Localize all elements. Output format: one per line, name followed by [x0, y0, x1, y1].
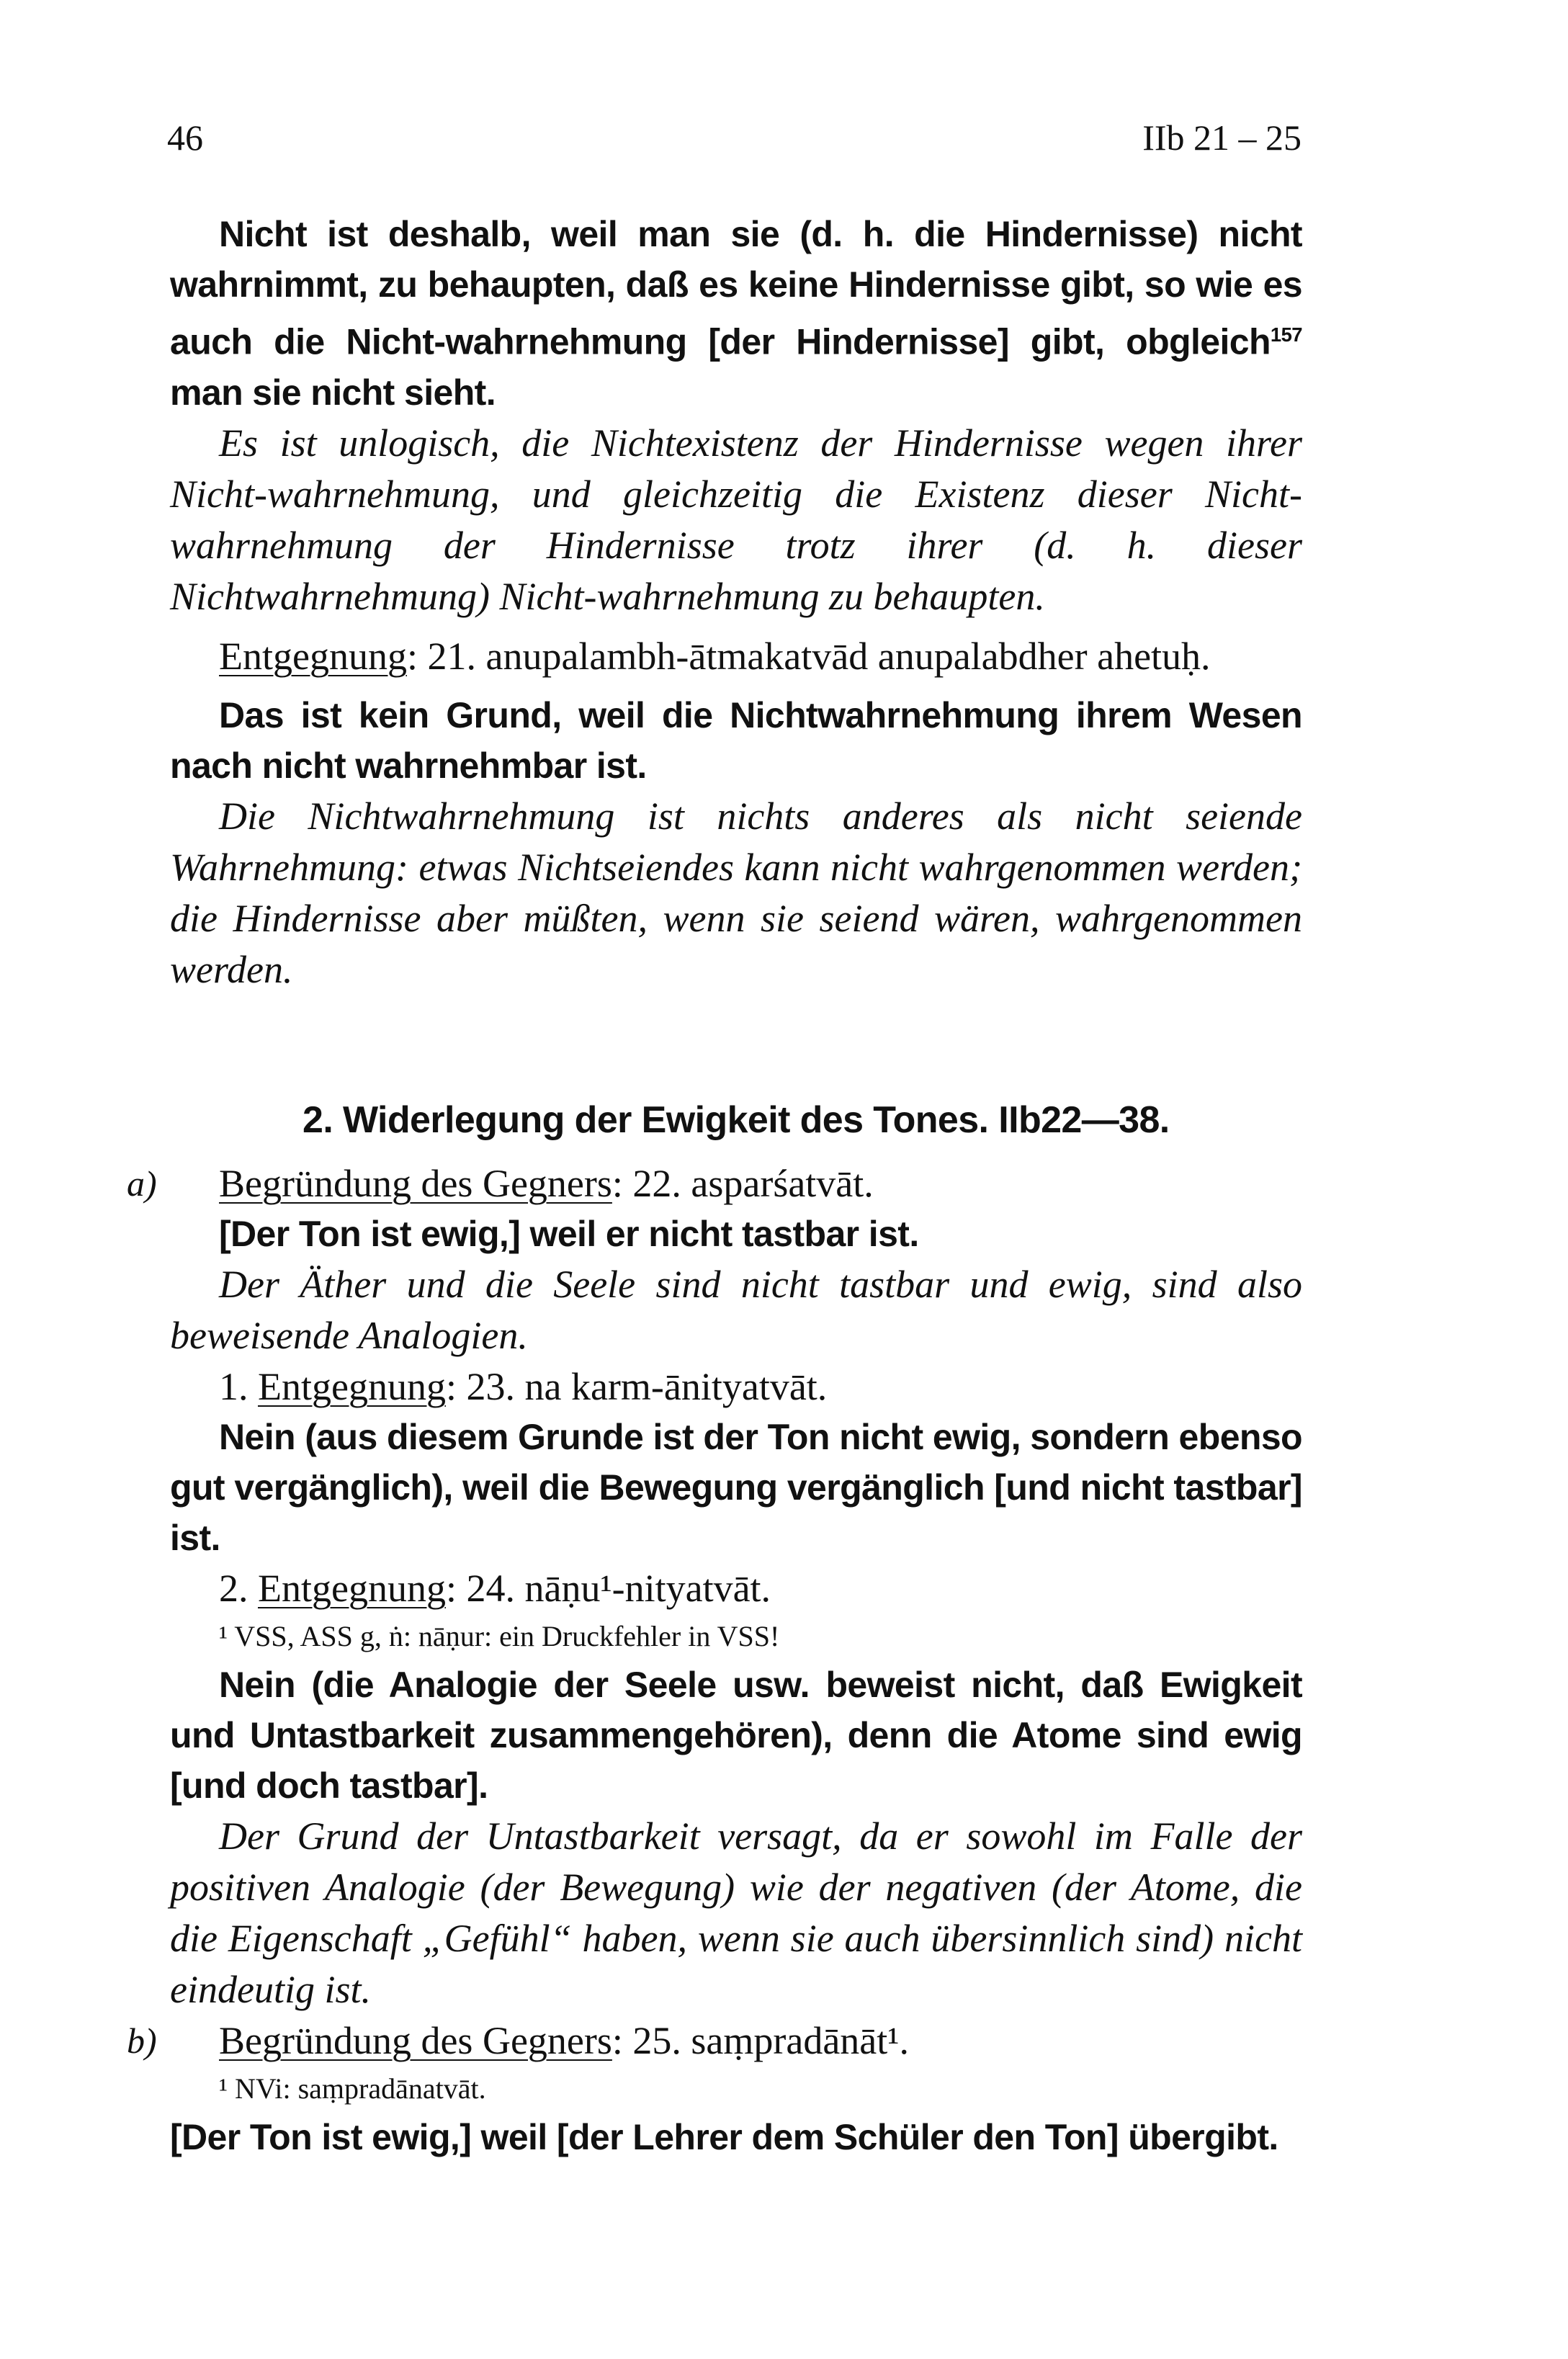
reply1-label: Entgegnung	[258, 1364, 446, 1408]
part-b-bold-text: [Der Ton ist ewig,] weil [der Lehrer dem Schüler den Ton] übergibt.	[170, 2116, 1278, 2157]
block1-statement	[170, 209, 1302, 418]
reply2-footnote: ¹ VSS, ASS g, ṅ: nāṇur: ein Druckfehler in VSS!	[219, 1619, 780, 1652]
reply2-sutra-line	[170, 1563, 1302, 1613]
part-a-commentary: Der Äther und die Seele sind nicht tastbar und ewig, sind also beweisende Analogien.	[170, 1262, 1302, 1357]
block2-bold-text: Das ist kein Grund, weil die Nichtwahrnehmung ihrem Wesen nach nicht wahrnehmbar ist.	[170, 694, 1302, 786]
section-heading: 2. Widerlegung der Ewigkeit des Tones. IIb22—38.	[303, 1098, 1170, 1141]
part-b-footnote: ¹ NVi: saṃpradānatvāt.	[219, 2072, 486, 2105]
part-b-label: Begründung des Gegners	[219, 2018, 612, 2062]
page-content	[127, 209, 1302, 2162]
block1-commentary: Es ist unlogisch, die Nichtexistenz der Hindernisse wegen ihrer Nicht-wahrnehmung, und gleichzeitig die Existenz dieser Nicht-wahrnehmung der Hindernisse trotz ihrer (d. h. dieser Nichtwahrnehmung) Nicht-wahrnehmung zu behaupten.	[170, 421, 1302, 618]
begruendung-label: Begründung des Gegners	[219, 1161, 612, 1205]
part-a-sutra-line	[127, 1158, 1302, 1209]
reply1-number: 1.	[219, 1364, 258, 1408]
reply1-bold-text: Nein (aus diesem Grunde ist der Ton nicht ewig, sondern ebenso gut vergänglich), weil die Bewegung vergänglich [und nicht tastbar] ist.	[170, 1416, 1302, 1558]
entgegnung-label: Entgegnung	[219, 634, 407, 678]
block2-commentary: Die Nichtwahrnehmung ist nichts anderes als nicht seiende Wahrnehmung: etwas Nichtseiendes kann nicht wahrgenommen werden; die Hindernisse aber müßten, wenn sie seiend wären, wahrgenommen werden.	[170, 794, 1302, 991]
reply1-sutra: : 23. na karm-ānityatvāt.	[445, 1364, 828, 1408]
part-a-marker: a)	[127, 1163, 157, 1204]
part-a-bold-text: [Der Ton ist ewig,] weil er nicht tastbar ist.	[219, 1213, 919, 1254]
block2-sutra: : 21. anupalambh-ātmakatvād anupalabdher ahetuḥ.	[406, 634, 1211, 678]
block1-bold-text: Nicht ist deshalb, weil man sie (d. h. die Hindernisse) nicht wahrnimmt, zu behaupten, daß es keine Hindernisse gibt, so wie es auch die Nicht-wahrnehmung [der Hindernisse] gibt, obgleich	[170, 214, 1302, 362]
reply2-sutra: : 24. nāṇu¹-nityatvāt.	[445, 1566, 771, 1610]
part-b-sutra-line	[127, 2015, 1302, 2066]
reply2-commentary: Der Grund der Untastbarkeit versagt, da er sowohl im Falle der positiven Analogie (der Bewegung) wie der negativen (der Atome, die die Eigenschaft „Gefühl“ haben, wenn sie auch übersinnlich sind) nicht eindeutig ist.	[170, 1814, 1302, 2011]
running-head: IIb 21 – 25	[1142, 117, 1302, 158]
part-b-sutra: : 25. saṃpradānāt¹.	[611, 2018, 909, 2062]
page-number: 46	[167, 117, 203, 158]
part-b-marker: b)	[127, 2020, 157, 2061]
footnote-reference: 157	[1270, 323, 1302, 346]
reply2-bold-text: Nein (die Analogie der Seele usw. beweist nicht, daß Ewigkeit und Untastbarkeit zusammengehören), denn die Atome sind ewig [und doch tastbar].	[170, 1664, 1302, 1806]
block1-bold-text-end: man sie nicht sieht.	[170, 372, 496, 413]
reply2-label: Entgegnung	[258, 1566, 446, 1610]
reply1-sutra-line	[170, 1361, 1302, 1412]
part-a-sutra: : 22. asparśatvāt.	[611, 1161, 874, 1205]
reply2-number: 2.	[219, 1566, 258, 1610]
block2-sutra-line	[170, 631, 1302, 681]
